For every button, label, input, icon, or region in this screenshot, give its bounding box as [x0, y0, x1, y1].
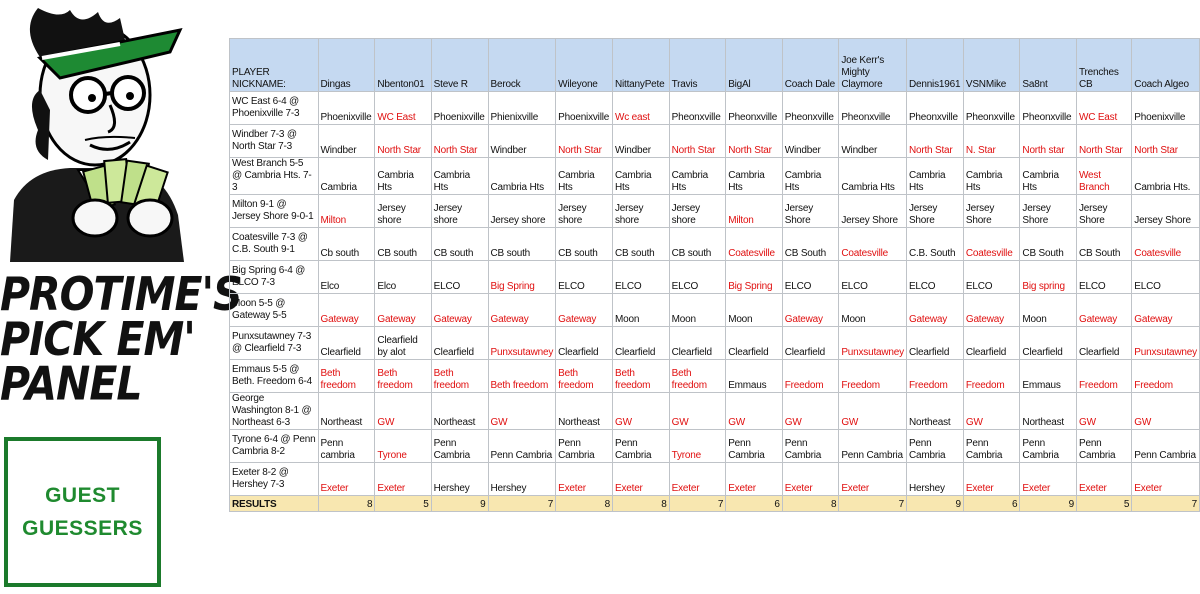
- result-score: 5: [1076, 496, 1131, 512]
- pick-cell: Northeast: [556, 393, 613, 430]
- picks-table-container: [229, 38, 1200, 512]
- result-score: 9: [431, 496, 488, 512]
- pick-cell: Freedom: [782, 360, 839, 393]
- result-score: 6: [726, 496, 783, 512]
- panel-title-line-1: PROTIME'S: [0, 267, 242, 322]
- pick-cell: Clearfield: [556, 327, 613, 360]
- game-row: [230, 430, 1200, 463]
- player-nickname: Joe Kerr's Mighty Claymore: [839, 39, 907, 92]
- pick-cell: Phienixville: [488, 92, 556, 125]
- pick-cell: GW: [1076, 393, 1131, 430]
- pick-cell: Milton: [318, 195, 375, 228]
- pick-cell: Gateway: [318, 294, 375, 327]
- result-score: 6: [963, 496, 1020, 512]
- pick-cell: Jersey Shore: [906, 195, 963, 228]
- guest-guessers-box: [4, 437, 161, 587]
- player-nickname: Steve R: [431, 39, 488, 92]
- pick-cell: Punxsutawney: [488, 327, 556, 360]
- pick-cell: Cambria Hts: [726, 158, 783, 195]
- player-nickname: Sa8nt: [1020, 39, 1077, 92]
- pick-cell: Penn Cambria: [612, 430, 669, 463]
- pick-cell: Penn Cambria: [906, 430, 963, 463]
- game-row: [230, 294, 1200, 327]
- game-row: [230, 125, 1200, 158]
- pick-cell: Clearfield: [431, 327, 488, 360]
- result-score: 7: [1132, 496, 1200, 512]
- player-nickname: VSNMike: [963, 39, 1020, 92]
- result-score: 8: [612, 496, 669, 512]
- pick-cell: Gateway: [1132, 294, 1200, 327]
- pick-cell: Pheonxville: [963, 92, 1020, 125]
- pick-cell: Coatesville: [963, 228, 1020, 261]
- game-matchup-label: George Washington 8-1 @ Northeast 6-3: [230, 393, 319, 430]
- pick-cell: Beth freedom: [318, 360, 375, 393]
- pick-cell: Penn Cambria: [556, 430, 613, 463]
- pick-cell: Gateway: [1076, 294, 1131, 327]
- pick-cell: Gateway: [488, 294, 556, 327]
- pick-cell: Cambria Hts: [1020, 158, 1077, 195]
- results-label: RESULTS: [230, 496, 319, 512]
- result-score: 8: [556, 496, 613, 512]
- pick-cell: Windber: [612, 125, 669, 158]
- game-row: [230, 195, 1200, 228]
- pick-cell: Clearfield: [963, 327, 1020, 360]
- pick-cell: ELCO: [782, 261, 839, 294]
- pick-cell: Exeter: [1132, 463, 1200, 496]
- pick-cell: Exeter: [1020, 463, 1077, 496]
- result-score: 9: [1020, 496, 1077, 512]
- pick-cell: Cambria Hts: [963, 158, 1020, 195]
- pick-cell: CB south: [431, 228, 488, 261]
- game-matchup-label: Tyrone 6-4 @ Penn Cambria 8-2: [230, 430, 319, 463]
- pick-cell: North Star: [375, 125, 431, 158]
- pick-cell: Jersey shore: [612, 195, 669, 228]
- pick-cell: Big Spring: [488, 261, 556, 294]
- game-matchup-label: Windber 7-3 @ North Star 7-3: [230, 125, 319, 158]
- pick-cell: Coatesville: [1132, 228, 1200, 261]
- game-row: [230, 463, 1200, 496]
- pick-cell: North Star: [1132, 125, 1200, 158]
- pick-cell: Gateway: [906, 294, 963, 327]
- pick-cell: North Star: [669, 125, 726, 158]
- guest-label-line-2: GUESSERS: [22, 517, 143, 540]
- pick-cell: C.B. South: [906, 228, 963, 261]
- pick-cell: Clearfield by alot: [375, 327, 431, 360]
- pick-cell: Hershey: [906, 463, 963, 496]
- pick-cell: Emmaus: [1020, 360, 1077, 393]
- pick-cell: Exeter: [556, 463, 613, 496]
- pick-cell: Jersey Shore: [839, 195, 907, 228]
- game-matchup-label: Milton 9-1 @ Jersey Shore 9-0-1: [230, 195, 319, 228]
- pick-cell: Cambria Hts: [906, 158, 963, 195]
- pick-cell: Cambria Hts: [669, 158, 726, 195]
- pick-cell: CB south: [669, 228, 726, 261]
- pick-cell: Tyrone: [375, 430, 431, 463]
- pick-cell: Beth freedom: [431, 360, 488, 393]
- pick-cell: Beth freedom: [556, 360, 613, 393]
- pick-cell: Phoenixville: [1132, 92, 1200, 125]
- pick-cell: Cambria Hts: [375, 158, 431, 195]
- game-matchup-label: Emmaus 5-5 @ Beth. Freedom 6-4: [230, 360, 319, 393]
- pick-cell: Jersey Shore: [963, 195, 1020, 228]
- player-nickname: Travis: [669, 39, 726, 92]
- pick-cell: Punxsutawney: [839, 327, 907, 360]
- player-nickname: Berock: [488, 39, 556, 92]
- pick-cell: Phoenixville: [556, 92, 613, 125]
- pick-cell: ELCO: [963, 261, 1020, 294]
- game-matchup-label: West Branch 5-5 @ Cambria Hts. 7-3: [230, 158, 319, 195]
- pick-cell: Cambria Hts: [488, 158, 556, 195]
- pick-cell: Gateway: [431, 294, 488, 327]
- pick-cell: Pheonxville: [782, 92, 839, 125]
- pick-cell: Hershey: [488, 463, 556, 496]
- pick-cell: Pheonxville: [726, 92, 783, 125]
- pick-cell: CB south: [488, 228, 556, 261]
- pick-cell: Cambria Hts.: [1132, 158, 1200, 195]
- pick-cell: Cambria Hts: [431, 158, 488, 195]
- pick-cell: Exeter: [669, 463, 726, 496]
- game-matchup-label: Exeter 8-2 @ Hershey 7-3: [230, 463, 319, 496]
- pick-cell: ELCO: [556, 261, 613, 294]
- pick-cell: Windber: [318, 125, 375, 158]
- game-matchup-label: Punxsutawney 7-3 @ Clearfield 7-3: [230, 327, 319, 360]
- pick-cell: WC East: [1076, 92, 1131, 125]
- player-nickname: Dennis1961: [906, 39, 963, 92]
- pick-cell: Beth freedom: [612, 360, 669, 393]
- game-matchup-label: Moon 5-5 @ Gateway 5-5: [230, 294, 319, 327]
- pick-cell: Clearfield: [726, 327, 783, 360]
- pick-cell: GW: [1132, 393, 1200, 430]
- pick-cell: Penn Cambria: [782, 430, 839, 463]
- pick-cell: Penn Cambria: [726, 430, 783, 463]
- panel-title-line-2: PICK EM': [0, 312, 195, 367]
- pick-cell: GW: [963, 393, 1020, 430]
- game-row: [230, 92, 1200, 125]
- player-nickname: Trenches CB: [1076, 39, 1131, 92]
- panel-title: [0, 267, 242, 411]
- pick-cell: Milton: [726, 195, 783, 228]
- pick-cell: North Star: [556, 125, 613, 158]
- pick-cell: North Star: [726, 125, 783, 158]
- pick-cell: Exeter: [375, 463, 431, 496]
- pick-cell: Penn Cambria: [431, 430, 488, 463]
- pick-cell: Northeast: [906, 393, 963, 430]
- results-row: [230, 496, 1200, 512]
- pick-cell: Pheonxville: [839, 92, 907, 125]
- pick-cell: N. Star: [963, 125, 1020, 158]
- pick-cell: Elco: [318, 261, 375, 294]
- pick-cell: Exeter: [782, 463, 839, 496]
- pick-cell: Freedom: [963, 360, 1020, 393]
- pick-cell: Emmaus: [726, 360, 783, 393]
- pick-cell: Clearfield: [612, 327, 669, 360]
- result-score: 7: [839, 496, 907, 512]
- pick-cell: Jersey shore: [375, 195, 431, 228]
- pick-cell: Exeter: [612, 463, 669, 496]
- pick-cell: Cambria Hts: [782, 158, 839, 195]
- header-label: PLAYER NICKNAME:: [230, 39, 319, 92]
- game-matchup-label: WC East 6-4 @ Phoenixville 7-3: [230, 92, 319, 125]
- pick-cell: Punxsutawney: [1132, 327, 1200, 360]
- player-nickname: Dingas: [318, 39, 375, 92]
- pick-cell: Gateway: [963, 294, 1020, 327]
- pick-cell: Phoenixville: [318, 92, 375, 125]
- pick-cell: GW: [488, 393, 556, 430]
- pick-cell: Penn Cambria: [1020, 430, 1077, 463]
- pick-cell: Cambria Hts: [612, 158, 669, 195]
- pick-cell: Windber: [839, 125, 907, 158]
- pick-cell: North Star: [906, 125, 963, 158]
- pick-cell: CB South: [782, 228, 839, 261]
- pick-cell: Clearfield: [1020, 327, 1077, 360]
- result-score: 9: [906, 496, 963, 512]
- pick-cell: Freedom: [1132, 360, 1200, 393]
- pick-cell: Jersey shore: [556, 195, 613, 228]
- pick-cell: Clearfield: [1076, 327, 1131, 360]
- result-score: 8: [782, 496, 839, 512]
- pick-cell: North star: [1020, 125, 1077, 158]
- pick-cell: Exeter: [318, 463, 375, 496]
- pick-cell: Gateway: [556, 294, 613, 327]
- pick-cell: North Star: [431, 125, 488, 158]
- pick-cell: Beth freedom: [488, 360, 556, 393]
- pick-cell: Pheonxville: [1020, 92, 1077, 125]
- pick-cell: Northeast: [318, 393, 375, 430]
- pick-cell: Exeter: [839, 463, 907, 496]
- pick-cell: ELCO: [839, 261, 907, 294]
- game-row: [230, 327, 1200, 360]
- game-row: [230, 360, 1200, 393]
- pick-cell: GW: [669, 393, 726, 430]
- pick-cell: ELCO: [906, 261, 963, 294]
- pick-cell: Clearfield: [318, 327, 375, 360]
- pick-cell: Jersey shore: [669, 195, 726, 228]
- player-nickname: Wileyone: [556, 39, 613, 92]
- pick-cell: Pheonxville: [669, 92, 726, 125]
- pick-cell: Jersey shore: [488, 195, 556, 228]
- game-row: [230, 393, 1200, 430]
- pick-cell: Freedom: [906, 360, 963, 393]
- header-row: [230, 39, 1200, 92]
- result-score: 7: [488, 496, 556, 512]
- pick-cell: Jersey shore: [431, 195, 488, 228]
- pick-cell: Windber: [782, 125, 839, 158]
- pick-cell: Beth freedom: [375, 360, 431, 393]
- pick-cell: Wc east: [612, 92, 669, 125]
- pick-cell: Coatesville: [726, 228, 783, 261]
- result-score: 5: [375, 496, 431, 512]
- pick-cell: Jersey Shore: [1132, 195, 1200, 228]
- pick-cell: Penn Cambria: [1076, 430, 1131, 463]
- pick-cell: Cambria Hts: [556, 158, 613, 195]
- pick-cell: Exeter: [1076, 463, 1131, 496]
- player-nickname: Coach Dale: [782, 39, 839, 92]
- pick-cell: Big Spring: [726, 261, 783, 294]
- pick-cell: Exeter: [963, 463, 1020, 496]
- pick-cell: Windber: [488, 125, 556, 158]
- pick-cell: WC East: [375, 92, 431, 125]
- pick-cell: Penn Cambria: [1132, 430, 1200, 463]
- player-nickname: NittanyPete: [612, 39, 669, 92]
- pick-cell: Pheonxville: [906, 92, 963, 125]
- pick-cell: Moon: [669, 294, 726, 327]
- pick-cell: Big spring: [1020, 261, 1077, 294]
- pick-cell: ELCO: [612, 261, 669, 294]
- pick-cell: Penn Cambria: [839, 430, 907, 463]
- pick-cell: Elco: [375, 261, 431, 294]
- pick-cell: Freedom: [1076, 360, 1131, 393]
- pick-cell: Moon: [839, 294, 907, 327]
- pick-cell: GW: [726, 393, 783, 430]
- pick-cell: ELCO: [1076, 261, 1131, 294]
- result-score: 7: [669, 496, 726, 512]
- player-nickname: Nbenton01: [375, 39, 431, 92]
- pick-cell: Tyrone: [669, 430, 726, 463]
- pick-cell: Cambria: [318, 158, 375, 195]
- pick-cell: GW: [375, 393, 431, 430]
- pick-cell: GW: [612, 393, 669, 430]
- pick-cell: Gateway: [375, 294, 431, 327]
- pick-cell: Northeast: [1020, 393, 1077, 430]
- pick-cell: Gateway: [782, 294, 839, 327]
- pick-cell: North Star: [1076, 125, 1131, 158]
- pick-cell: ELCO: [1132, 261, 1200, 294]
- pick-cell: ELCO: [669, 261, 726, 294]
- pick-cell: ELCO: [431, 261, 488, 294]
- pick-cell: CB south: [556, 228, 613, 261]
- pick-cell: Cb south: [318, 228, 375, 261]
- pick-cell: Cambria Hts: [839, 158, 907, 195]
- pick-cell: CB South: [1076, 228, 1131, 261]
- game-row: [230, 261, 1200, 294]
- game-row: [230, 228, 1200, 261]
- game-matchup-label: Big Spring 6-4 @ ELCO 7-3: [230, 261, 319, 294]
- pick-cell: Jersey Shore: [782, 195, 839, 228]
- pick-cell: West Branch: [1076, 158, 1131, 195]
- pick-cell: Jersey Shore: [1076, 195, 1131, 228]
- pick-cell: Moon: [612, 294, 669, 327]
- pick-cell: Moon: [1020, 294, 1077, 327]
- mascot-cartoon-image: [0, 0, 190, 262]
- pick-cell: Exeter: [726, 463, 783, 496]
- pick-cell: Moon: [726, 294, 783, 327]
- pick-cell: Jersey Shore: [1020, 195, 1077, 228]
- guest-label-line-1: GUEST: [45, 484, 120, 507]
- left-panel: [0, 0, 242, 594]
- pick-cell: CB South: [1020, 228, 1077, 261]
- pick-cell: Penn Cambria: [488, 430, 556, 463]
- pick-cell: Phoenixville: [431, 92, 488, 125]
- pick-cell: Clearfield: [906, 327, 963, 360]
- pick-cell: Beth freedom: [669, 360, 726, 393]
- pick-cell: Coatesville: [839, 228, 907, 261]
- pick-cell: Freedom: [839, 360, 907, 393]
- result-score: 8: [318, 496, 375, 512]
- game-row: [230, 158, 1200, 195]
- player-nickname: BigAl: [726, 39, 783, 92]
- pick-cell: GW: [782, 393, 839, 430]
- pick-cell: Clearfield: [782, 327, 839, 360]
- pick-cell: Northeast: [431, 393, 488, 430]
- pick-cell: Hershey: [431, 463, 488, 496]
- pick-cell: Penn Cambria: [963, 430, 1020, 463]
- pick-cell: CB south: [375, 228, 431, 261]
- pick-cell: Clearfield: [669, 327, 726, 360]
- player-nickname: Coach Algeo: [1132, 39, 1200, 92]
- pick-cell: CB south: [612, 228, 669, 261]
- pick-cell: Penn cambria: [318, 430, 375, 463]
- pick-cell: GW: [839, 393, 907, 430]
- panel-title-line-3: PANEL: [0, 357, 142, 411]
- game-matchup-label: Coatesville 7-3 @ C.B. South 9-1: [230, 228, 319, 261]
- picks-table: [229, 38, 1200, 512]
